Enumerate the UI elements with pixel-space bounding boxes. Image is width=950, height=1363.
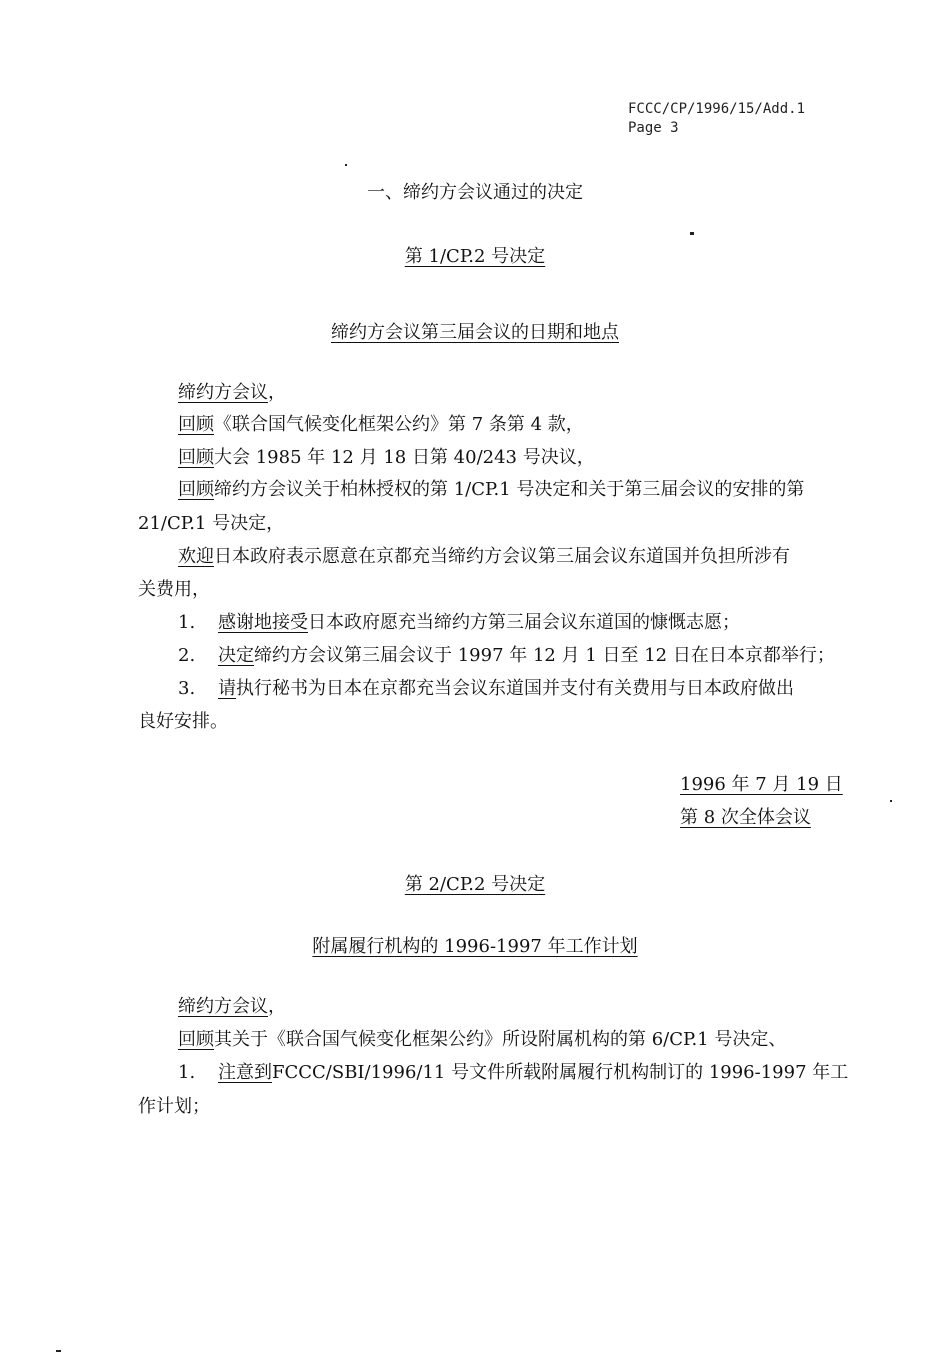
d1-preamble-2: 回顾大会 1985 年 12 月 18 日第 40/243 号决议， [178, 447, 595, 468]
decision2-title: 附属履行机构的 1996-1997 年工作计划 [312, 936, 638, 957]
page-number: Page 3 [628, 120, 679, 136]
d1-preamble-4-cont: 关费用， [138, 579, 210, 600]
d2-preamble-0: 缔约方会议， [178, 996, 286, 1017]
scan-speck [56, 1350, 61, 1352]
scan-speck [690, 232, 694, 235]
decision1-meeting: 第 8 次全体会议 [680, 807, 811, 828]
decision2-number: 第 2/CP.2 号决定 [404, 874, 546, 895]
d1-preamble-4: 欢迎日本政府表示愿意在京都充当缔约方会议第三届会议东道国并负担所涉有 [178, 546, 790, 567]
d1-preamble-0: 缔约方会议， [178, 382, 286, 403]
document-symbol: FCCC/CP/1996/15/Add.1 [628, 101, 806, 117]
decision1-title: 缔约方会议第三届会议的日期和地点 [331, 322, 619, 343]
scan-speck [890, 800, 892, 802]
d1-operative-1: 1. 感谢地接受日本政府愿充当缔约方第三届会议东道国的慷慨志愿； [178, 612, 740, 633]
section-title: 一、缔约方会议通过的决定 [367, 182, 583, 203]
d1-operative-3-cont: 良好安排。 [138, 711, 228, 732]
document-header [628, 100, 805, 138]
d2-operative-1-cont: 作计划； [138, 1096, 210, 1117]
d2-preamble-1: 回顾其关于《联合国气候变化框架公约》所设附属机构的第 6/CP.1 号决定、 [178, 1029, 787, 1050]
d1-preamble-1: 回顾《联合国气候变化框架公约》第 7 条第 4 款， [178, 414, 584, 435]
d1-preamble-3: 回顾缔约方会议关于柏林授权的第 1/CP.1 号决定和关于第三届会议的安排的第 [178, 479, 805, 500]
d1-operative-2: 2. 决定缔约方会议第三届会议于 1997 年 12 月 1 日至 12 日在日本京都举行； [178, 645, 835, 666]
decision1-number: 第 1/CP.2 号决定 [404, 246, 546, 267]
scan-speck [345, 164, 347, 166]
decision1-date: 1996 年 7 月 19 日 [680, 774, 843, 795]
d1-preamble-3-cont: 21/CP.1 号决定， [138, 513, 285, 534]
d2-operative-1: 1. 注意到FCCC/SBI/1996/11 号文件所载附属履行机构制订的 1996-1997 年工 [178, 1062, 849, 1083]
d1-operative-3: 3. 请执行秘书为日本在京都充当会议东道国并支付有关费用与日本政府做出 [178, 678, 794, 699]
